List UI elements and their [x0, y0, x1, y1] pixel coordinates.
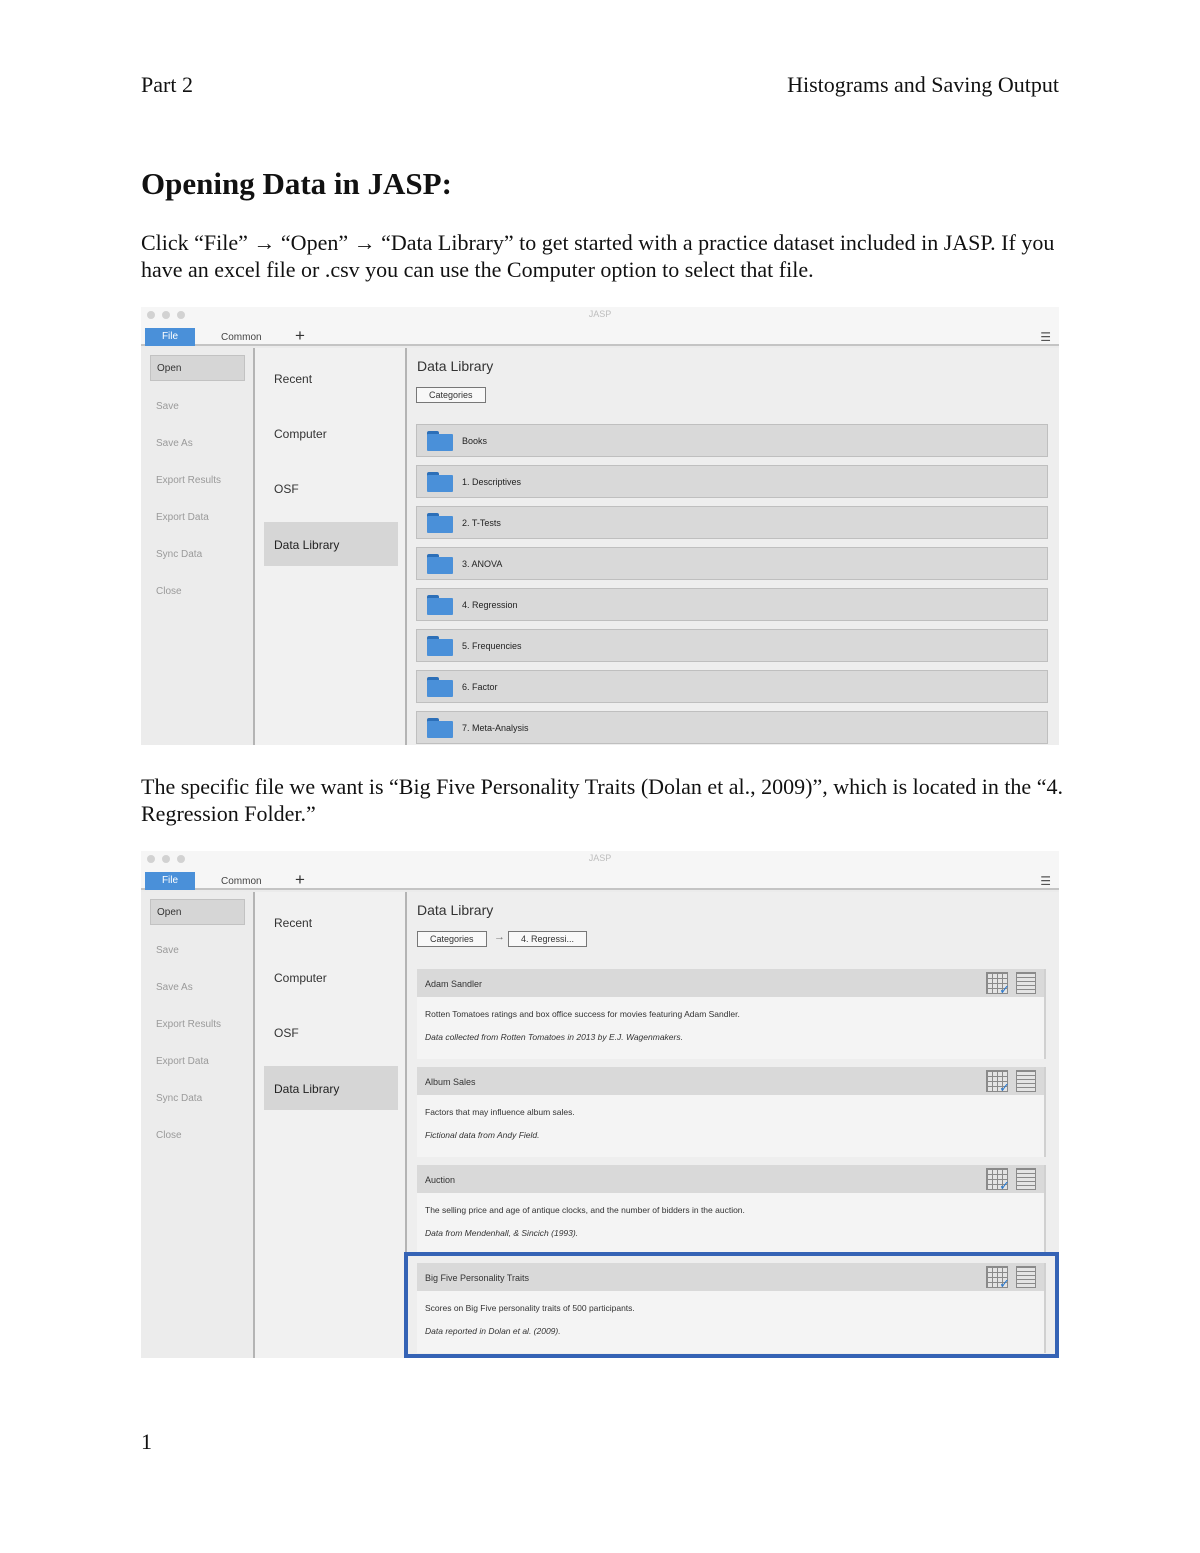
dataset-card-adam-sandler[interactable]: [417, 969, 1046, 1059]
view-dataset-icon[interactable]: [1016, 1070, 1036, 1092]
view-dataset-icon[interactable]: [1016, 972, 1036, 994]
data-library-label: Data Library: [274, 1082, 340, 1096]
folder-label: Books: [462, 436, 488, 446]
breadcrumb-arrow-icon: →: [494, 931, 505, 943]
data-library-panel: [407, 348, 1059, 745]
file-menu: [141, 348, 255, 745]
dataset-description: Rotten Tomatoes ratings and box office success for movies featuring Adam Sandler.: [425, 1009, 740, 1019]
folder-icon: [427, 677, 453, 697]
open-recent[interactable]: Recent: [274, 372, 313, 386]
window-title: JASP: [588, 853, 612, 863]
file-menu-export-data[interactable]: Export Data: [156, 512, 209, 523]
page-header-topic: Histograms and Saving Output: [787, 72, 1059, 97]
folder-label: 4. Regression: [462, 600, 518, 610]
folder-label: 6. Factor: [462, 682, 498, 692]
open-submenu: [255, 348, 407, 745]
dataset-source: Fictional data from Andy Field.: [425, 1130, 540, 1140]
open-submenu: [255, 892, 407, 1358]
folder-icon: [427, 636, 453, 656]
folder-icon: [427, 718, 453, 738]
open-dataset-icon[interactable]: ✓: [986, 972, 1008, 994]
open-recent[interactable]: Recent: [274, 916, 313, 930]
file-menu-open[interactable]: [150, 899, 245, 925]
dataset-name: Auction: [425, 1175, 456, 1185]
folder-icon: [427, 431, 453, 451]
jasp-window-categories: [141, 307, 1059, 745]
open-computer[interactable]: Computer: [274, 427, 327, 441]
breadcrumb-regression[interactable]: 4. Regressi...: [508, 931, 587, 947]
dataset-source: Data reported in Dolan et al. (2009).: [425, 1326, 561, 1336]
file-menu-save-as[interactable]: Save As: [156, 982, 193, 993]
folder-frequencies[interactable]: [416, 629, 1048, 662]
tab-common[interactable]: Common: [221, 876, 262, 887]
hamburger-menu-icon[interactable]: ☰: [1040, 874, 1051, 888]
folder-descriptives[interactable]: [416, 465, 1048, 498]
folder-icon: [427, 472, 453, 492]
dataset-header: [417, 969, 1044, 997]
folder-meta-analysis[interactable]: [416, 711, 1048, 744]
folder-anova[interactable]: [416, 547, 1048, 580]
window-titlebar: [141, 307, 1059, 323]
dataset-header: [417, 1165, 1044, 1193]
folder-label: 5. Frequencies: [462, 641, 522, 651]
file-menu-open[interactable]: [150, 355, 245, 381]
window-titlebar: [141, 851, 1059, 867]
ribbon-tabbar: [141, 323, 1059, 346]
target-file-paragraph: The specific file we want is “Big Five Personality Traits (Dolan et al., 2009)”, which is located in the “4. Regression Folder.”: [141, 774, 1063, 826]
folder-factor[interactable]: [416, 670, 1048, 703]
open-computer[interactable]: Computer: [274, 971, 327, 985]
instruction-paragraph: Click “File” → “Open” → “Data Library” to get started with a practice dataset included in JASP. If you have an excel file or .csv you can use the Computer option to select that file.: [141, 230, 1055, 282]
folder-t-tests[interactable]: [416, 506, 1048, 539]
dataset-name: Adam Sandler: [425, 979, 483, 989]
file-menu-label: Open: [157, 907, 182, 918]
dataset-header: [417, 1067, 1044, 1095]
tab-common[interactable]: Common: [221, 332, 262, 343]
folder-books[interactable]: [416, 424, 1048, 457]
open-data-library[interactable]: [264, 1066, 398, 1110]
file-menu-save-as[interactable]: Save As: [156, 438, 193, 449]
dataset-name: Album Sales: [425, 1077, 476, 1087]
file-menu-sync-data[interactable]: Sync Data: [156, 1093, 203, 1104]
file-menu: [141, 892, 255, 1358]
file-menu-save[interactable]: Save: [156, 945, 179, 956]
open-dataset-icon[interactable]: ✓: [986, 1168, 1008, 1190]
file-menu-save[interactable]: Save: [156, 401, 179, 412]
folder-icon: [427, 554, 453, 574]
add-tab-button[interactable]: +: [295, 326, 305, 345]
file-menu-close[interactable]: Close: [156, 1130, 182, 1141]
data-library-title: Data Library: [417, 358, 494, 374]
view-dataset-icon[interactable]: [1016, 1168, 1036, 1190]
breadcrumb-categories[interactable]: Categories: [416, 387, 486, 403]
section-title: Opening Data in JASP:: [141, 166, 452, 201]
tab-file[interactable]: File: [145, 872, 195, 890]
open-dataset-icon[interactable]: ✓: [986, 1070, 1008, 1092]
folder-label: 3. ANOVA: [462, 559, 503, 569]
folder-label: 2. T-Tests: [462, 518, 501, 528]
folder-label: 7. Meta-Analysis: [462, 723, 529, 733]
open-data-library[interactable]: [264, 522, 398, 566]
breadcrumb-categories[interactable]: Categories: [417, 931, 487, 947]
dataset-card-album-sales[interactable]: [417, 1067, 1046, 1157]
open-osf[interactable]: OSF: [274, 1026, 299, 1040]
file-menu-close[interactable]: Close: [156, 586, 182, 597]
folder-icon: [427, 595, 453, 615]
data-library-title: Data Library: [417, 902, 494, 918]
open-osf[interactable]: OSF: [274, 482, 299, 496]
file-menu-label: Open: [157, 363, 182, 374]
data-library-label: Data Library: [274, 538, 340, 552]
hamburger-menu-icon[interactable]: ☰: [1040, 330, 1051, 344]
jasp-window-regression: [141, 851, 1059, 1358]
file-menu-export-results[interactable]: Export Results: [156, 475, 222, 486]
file-menu-export-data[interactable]: Export Data: [156, 1056, 209, 1067]
file-menu-sync-data[interactable]: Sync Data: [156, 549, 203, 560]
folder-label: 1. Descriptives: [462, 477, 522, 487]
dataset-description: The selling price and age of antique clocks, and the number of bidders in the auction.: [425, 1205, 745, 1215]
dataset-description: Factors that may influence album sales.: [425, 1107, 575, 1117]
dataset-source: Data from Mendenhall, & Sincich (1993).: [425, 1228, 579, 1238]
add-tab-button[interactable]: +: [295, 870, 305, 889]
folder-icon: [427, 513, 453, 533]
file-menu-export-results[interactable]: Export Results: [156, 1019, 222, 1030]
dataset-name: Big Five Personality Traits: [425, 1273, 530, 1283]
page-header-part: Part 2: [141, 72, 193, 97]
page-number: 1: [141, 1429, 152, 1454]
ribbon-tabbar: [141, 867, 1059, 890]
highlight-box: [404, 1252, 1059, 1358]
dataset-description: Scores on Big Five personality traits of 500 participants.: [425, 1303, 635, 1313]
open-dataset-icon[interactable]: ✓: [986, 1266, 1008, 1288]
tab-file[interactable]: File: [145, 328, 195, 346]
folder-regression[interactable]: [416, 588, 1048, 621]
dataset-source: Data collected from Rotten Tomatoes in 2013 by E.J. Wagenmakers.: [425, 1032, 683, 1042]
dataset-card-auction[interactable]: [417, 1165, 1046, 1255]
window-title: JASP: [588, 309, 612, 319]
